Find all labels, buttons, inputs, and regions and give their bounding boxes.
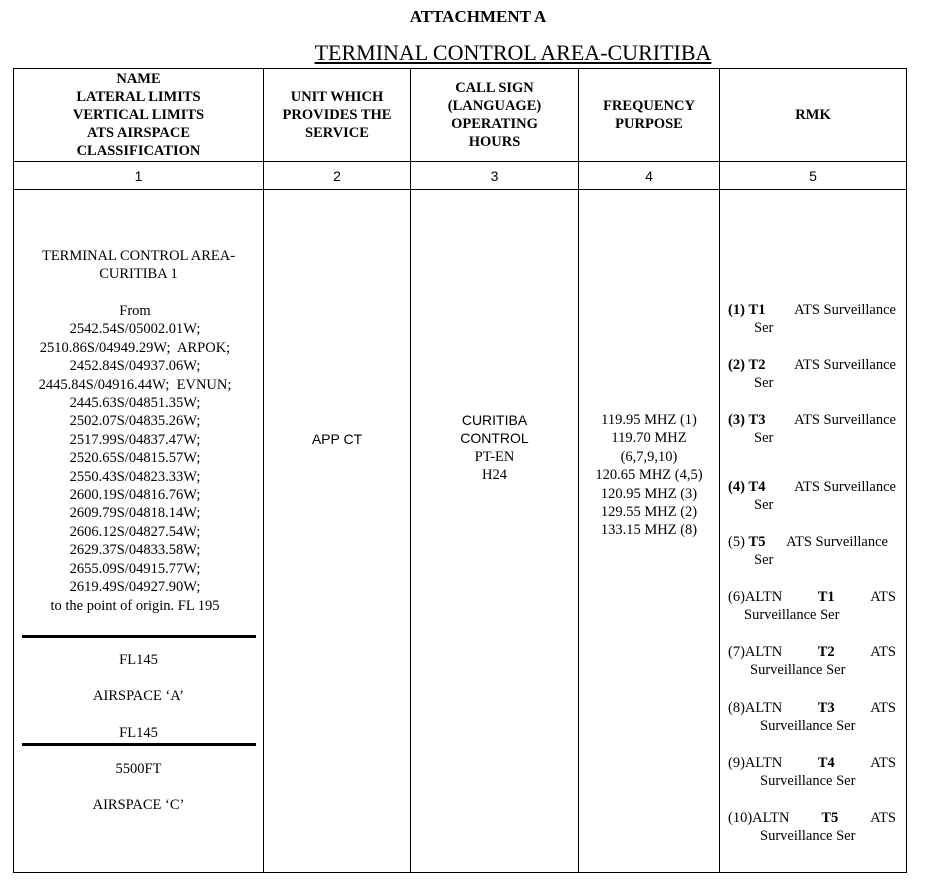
coordinate: 2550.43S/04823.33W;	[69, 468, 201, 485]
coordinate: 2606.12S/04827.54W;	[69, 523, 201, 540]
coordinate: 2609.79S/04818.14W;	[69, 505, 201, 522]
coordinate: 2655.09S/04915.77W;	[69, 560, 201, 577]
callsign-line: H24	[482, 467, 507, 484]
remark-1: (1) T1 ATS Surveillance Ser	[728, 302, 896, 337]
callsign-line: PT-EN	[474, 448, 515, 465]
origin-text: to the point of origin. FL 195	[50, 597, 220, 614]
remark-4: (4) T4 ATS Surveillance Ser	[728, 479, 896, 514]
frequency-list	[579, 411, 719, 540]
coordinate: 2502.07S/04835.26W;	[69, 413, 201, 430]
callsign-line: CONTROL	[460, 430, 529, 447]
call-sign	[411, 411, 578, 485]
remark-10: (10)ALTN T5 ATS Surveillance Ser	[728, 810, 896, 845]
from-label: From	[119, 303, 151, 319]
coordinate: 2520.65S/04815.57W;	[69, 450, 201, 467]
coordinate: 2600.19S/04816.76W;	[69, 487, 201, 504]
airspace-class-c: AIRSPACE ‘C’	[92, 797, 185, 813]
coordinate: 2445.63S/04851.35W;	[69, 395, 201, 412]
frequency: 120.95 MHZ (3)	[600, 485, 698, 502]
frequency: 133.15 MHZ (8)	[600, 522, 698, 539]
coordinate: 2542.54S/05002.01W;	[69, 321, 201, 338]
remark-5: (5) T5 ATS Surveillance Ser	[728, 534, 888, 569]
lower-limit: FL145	[119, 725, 158, 741]
coordinate: 2445.84S/04916.44W; EVNUN;	[38, 376, 232, 393]
remark-9: (9)ALTN T4 ATS Surveillance Ser	[728, 755, 896, 790]
column-header-frequency: FREQUENCY PURPOSE	[603, 98, 695, 132]
coordinate: 2510.86S/04949.29W; ARPOK;	[39, 339, 231, 356]
ft-limit: 5500FT	[115, 761, 162, 777]
lateral-limits	[14, 302, 256, 615]
remark-7: (7)ALTN T2 ATS Surveillance Ser	[728, 644, 896, 679]
column-number: 3	[490, 167, 499, 184]
remark-2: (2) T2 ATS Surveillance Ser	[728, 357, 896, 392]
coordinate: 2619.49S/04927.90W;	[69, 579, 201, 596]
remark-3: (3) T3 ATS Surveillance Ser	[728, 412, 896, 447]
column-header-name: NAME LATERAL LIMITS VERTICAL LIMITS ATS AIRSPACE CLASSIFICATION	[72, 71, 205, 159]
column-number: 4	[645, 167, 653, 184]
column-header-callsign: CALL SIGN (LANGUAGE) OPERATING HOURS	[447, 80, 542, 150]
thick-divider	[22, 743, 256, 746]
frequency: 119.95 MHZ (1)	[601, 412, 697, 428]
column-header-rmk: RMK	[795, 107, 831, 123]
column-number: 2	[333, 167, 341, 184]
frequency: 129.55 MHZ (2)	[600, 504, 698, 521]
row-divider	[14, 189, 906, 190]
document-title: ATTACHMENT A	[409, 7, 547, 26]
document-subtitle: TERMINAL CONTROL AREA-CURITIBA	[314, 40, 712, 65]
remark-8: (8)ALTN T3 ATS Surveillance Ser	[728, 700, 896, 735]
coordinate: 2629.37S/04833.58W;	[69, 542, 201, 559]
frequency: (6,7,9,10)	[620, 448, 678, 465]
column-number: 1	[134, 167, 143, 184]
thick-divider	[22, 635, 256, 638]
coordinate: 2517.99S/04837.47W;	[69, 431, 201, 448]
frequency: 119.70 MHZ	[611, 430, 687, 447]
column-header-unit: UNIT WHICH PROVIDES THE SERVICE	[282, 89, 392, 141]
remark-6: (6)ALTN T1 ATS Surveillance Ser	[728, 589, 896, 624]
callsign-line: CURITIBA	[461, 412, 528, 428]
tca-name: TERMINAL CONTROL AREA- CURITIBA 1	[41, 248, 236, 283]
column-number: 5	[809, 167, 817, 184]
airspace-table	[13, 68, 907, 873]
frequency: 120.65 MHZ (4,5)	[595, 467, 703, 484]
airspace-class-a: AIRSPACE ‘A’	[93, 688, 184, 704]
service-unit: APP CT	[311, 431, 363, 447]
upper-limit: FL145	[119, 652, 158, 668]
coordinate: 2452.84S/04937.06W;	[69, 358, 201, 375]
